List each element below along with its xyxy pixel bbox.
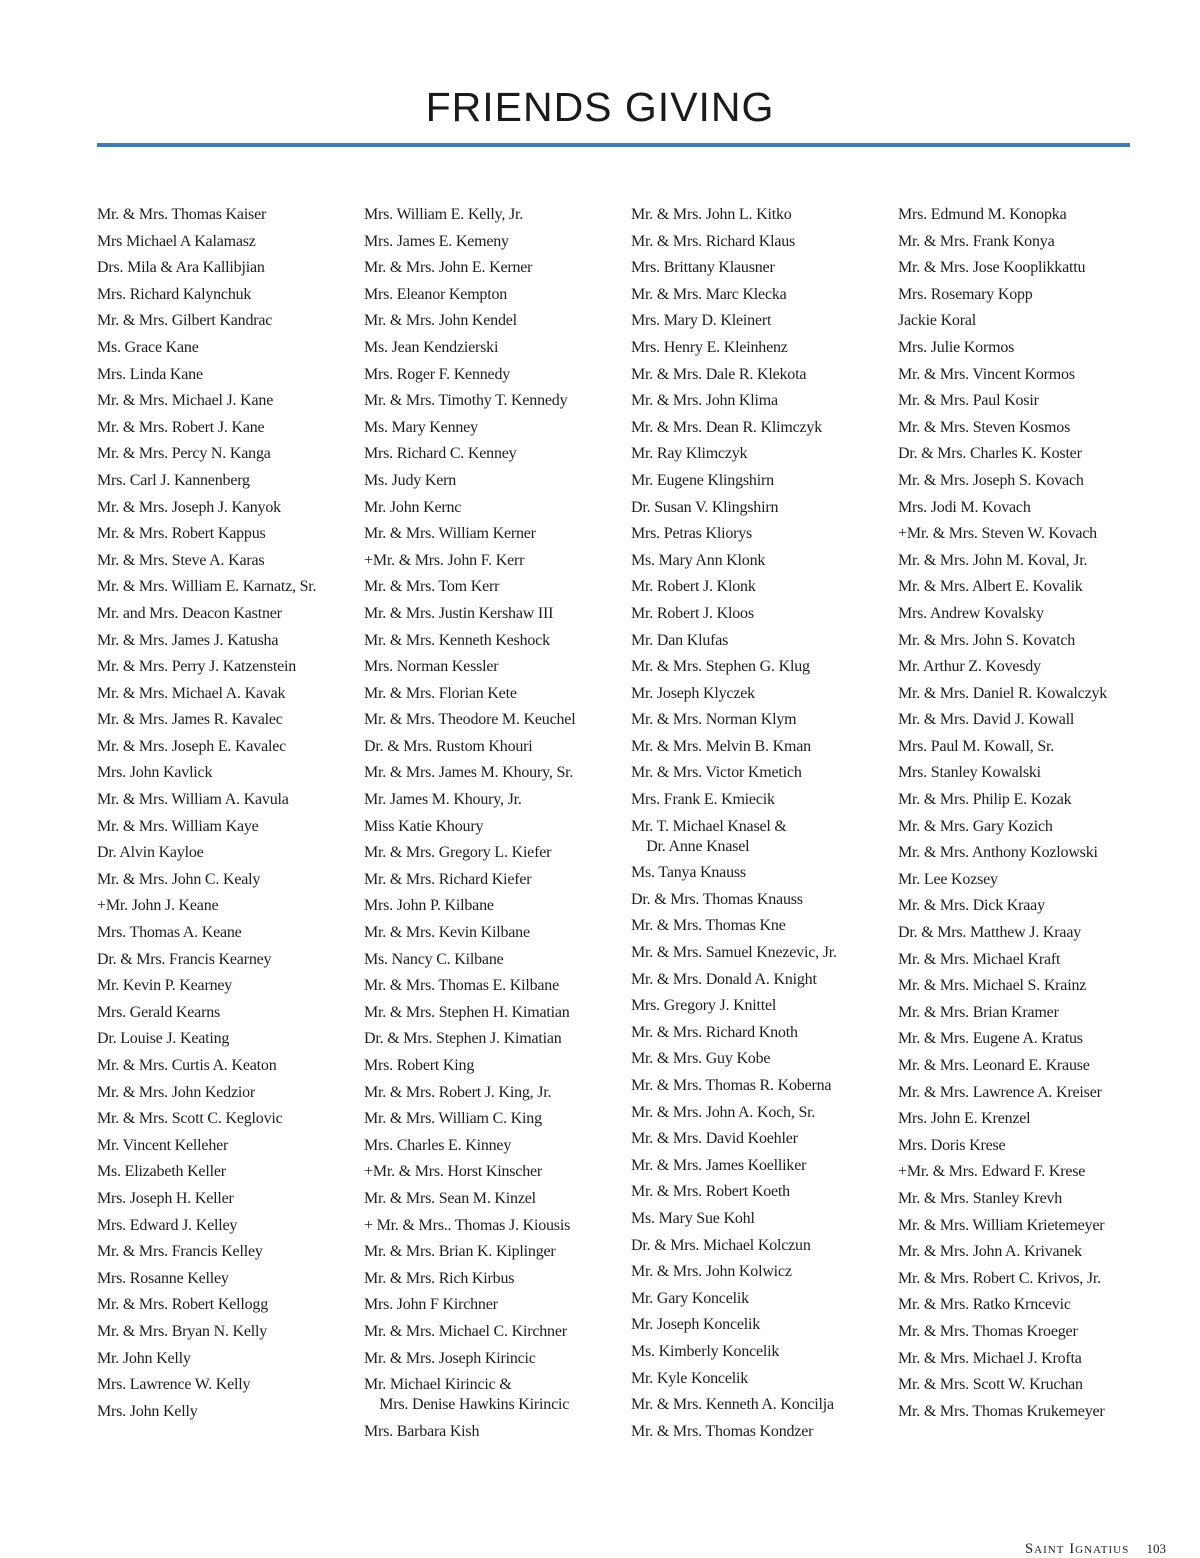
donor-name: Mrs. Rosemary Kopp xyxy=(898,285,1033,303)
donor-name: Mr. & Mrs. Marc Klecka xyxy=(631,285,787,303)
donor-name: Mr. & Mrs. Tom Kerr xyxy=(364,578,500,596)
donor-name: Mr. & Mrs. Joseph S. Kovach xyxy=(898,471,1084,489)
donor-name: Mrs. Norman Kessler xyxy=(364,658,499,676)
donor-name: Mr. & Mrs. Eugene A. Kratus xyxy=(898,1030,1083,1048)
donor-name: Mr. John Kernc xyxy=(364,498,462,516)
donor-name: Mr. & Mrs. William Kerner xyxy=(364,525,536,543)
donor-name: Mrs. Gerald Kearns xyxy=(97,1003,221,1021)
donor-name: Mr. Lee Kozsey xyxy=(898,870,998,888)
donor-name: Mr. & Mrs. Scott W. Kruchan xyxy=(898,1376,1083,1394)
donor-name: Mr. & Mrs. David Koehler xyxy=(631,1130,798,1148)
donor-name: Mr. Robert J. Klonk xyxy=(631,578,756,596)
donor-name: Mr. & Mrs. Thomas Kondzer xyxy=(631,1422,814,1440)
donor-name: Mrs. William E. Kelly, Jr. xyxy=(364,206,524,223)
donor-name: Mr. & Mrs. Gilbert Kandrac xyxy=(97,312,273,330)
donor-name: Ms. Mary Ann Klonk xyxy=(631,551,766,569)
donor-name: Mr. & Mrs. Dean R. Klimczyk xyxy=(631,418,823,436)
donor-name: Mrs. Eleanor Kempton xyxy=(364,285,508,303)
donor-name: Mrs. Edmund M. Konopka xyxy=(898,206,1067,223)
title-rule xyxy=(97,143,1130,147)
donor-name: +Mr. John J. Keane xyxy=(97,897,219,915)
donor-name: Mr. & Mrs. Florian Kete xyxy=(364,684,517,702)
donor-name: Mr. & Mrs. Michael Kraft xyxy=(898,950,1061,968)
donor-name: Dr. & Mrs. Michael Kolczun xyxy=(631,1236,811,1254)
donor-name: Mr. & Mrs. Steve A. Karas xyxy=(97,551,265,569)
donor-name: Mrs. Carl J. Kannenberg xyxy=(97,471,250,489)
donor-name: Mrs. Roger F. Kennedy xyxy=(364,365,511,383)
donor-name: Mr. & Mrs. Vincent Kormos xyxy=(898,365,1075,383)
donor-name: Dr. & Mrs. Charles K. Koster xyxy=(898,445,1082,463)
donor-name: Mr. & Mrs. Richard Klaus xyxy=(631,232,796,250)
donor-name: Mr. & Mrs. Sean M. Kinzel xyxy=(364,1189,536,1207)
donor-name: Mr. & Mrs. Thomas R. Koberna xyxy=(631,1077,832,1094)
donor-name: Drs. Mila & Ara Kallibjian xyxy=(97,259,265,277)
donor-name: Mr. & Mrs. Michael S. Krainz xyxy=(898,977,1087,995)
donor-name: Mr. Arthur Z. Kovesdy xyxy=(898,658,1041,676)
donor-name: Mrs. Edward J. Kelley xyxy=(97,1216,238,1234)
donor-name: Mrs. Julie Kormos xyxy=(898,338,1015,356)
donor-name: Mr. Robert J. Kloos xyxy=(631,604,754,622)
donor-name: Mrs. Mary D. Kleinert xyxy=(631,312,772,330)
donor-column-3 xyxy=(631,205,893,1448)
donor-name: Mr. & Mrs. Albert E. Kovalik xyxy=(898,578,1083,596)
donor-name: Mr. & Mrs. James J. Katusha xyxy=(97,631,279,649)
donor-name: Dr. & Mrs. Matthew J. Kraay xyxy=(898,924,1082,942)
donor-name: +Mr. & Mrs. Steven W. Kovach xyxy=(898,525,1097,543)
page-number: 103 xyxy=(1146,1541,1166,1556)
donor-name: Dr. & Mrs. Francis Kearney xyxy=(97,950,272,968)
donor-name: Mr. & Mrs. Thomas Kne xyxy=(631,917,786,935)
donor-column-2 xyxy=(364,205,626,1448)
donor-name: Mr. & Mrs. Robert Koeth xyxy=(631,1183,790,1201)
page-footer xyxy=(1025,1541,1166,1558)
donor-name: +Mr. & Mrs. John F. Kerr xyxy=(364,551,525,569)
donor-name: Mrs. Jodi M. Kovach xyxy=(898,498,1031,516)
donor-name: Mr. & Mrs. William Kaye xyxy=(97,817,259,835)
donor-name: Mr. & Mrs. William C. King xyxy=(364,1110,542,1128)
donor-name: Ms. Mary Kenney xyxy=(364,418,478,436)
donor-name: Mrs. Frank E. Kmiecik xyxy=(631,791,775,809)
donor-name: Mr. & Mrs. Robert J. King, Jr. xyxy=(364,1083,552,1101)
donor-name: Mr. & Mrs. Steven Kosmos xyxy=(898,418,1071,436)
donor-name: Mr. & Mrs. Rich Kirbus xyxy=(364,1269,515,1287)
donor-name: Mr. & Mrs. Robert J. Kane xyxy=(97,418,265,436)
donor-name: Mr. & Mrs. Joseph J. Kanyok xyxy=(97,498,281,516)
donor-name: Mr. & Mrs. Kenneth A. Koncilja xyxy=(631,1396,834,1414)
donor-name: Ms. Kimberly Koncelik xyxy=(631,1342,780,1360)
donor-name: Mrs. John E. Krenzel xyxy=(898,1110,1031,1128)
donor-name: Mrs. Andrew Kovalsky xyxy=(898,604,1044,622)
donor-name: Mr. & Mrs. Richard Kiefer xyxy=(364,870,532,888)
donor-name: Ms. Tanya Knauss xyxy=(631,864,746,882)
donor-name: Mr. Ray Klimczyk xyxy=(631,445,748,463)
donor-name: Mr. & Mrs. John A. Koch, Sr. xyxy=(631,1103,816,1121)
donor-name: Mr. & Mrs. Kevin Kilbane xyxy=(364,924,530,942)
donor-name: Mr. Eugene Klingshirn xyxy=(631,471,774,489)
donor-name: Mr. & Mrs. Brian K. Kiplinger xyxy=(364,1243,556,1261)
donor-name: Mr. Joseph Koncelik xyxy=(631,1316,761,1334)
donor-name: Mr. & Mrs. David J. Kowall xyxy=(898,711,1075,729)
donor-name: Mr. & Mrs. Thomas Krukemeyer xyxy=(898,1402,1105,1420)
donor-name: Mr. & Mrs. Thomas E. Kilbane xyxy=(364,977,559,995)
donor-name: Ms. Grace Kane xyxy=(97,338,199,356)
donor-name: Dr. & Mrs. Stephen J. Kimatian xyxy=(364,1030,562,1048)
donor-name: Ms. Jean Kendzierski xyxy=(364,338,499,356)
donor-name: Mrs. John Kelly xyxy=(97,1402,198,1420)
donor-name: Mr. & Mrs. Scott C. Keglovic xyxy=(97,1110,283,1128)
donor-name: Mr. & Mrs. Michael C. Kirchner xyxy=(364,1322,567,1340)
donor-name: Mrs. Richard C. Kenney xyxy=(364,445,517,463)
donor-name: Mr. & Mrs. Philip E. Kozak xyxy=(898,791,1072,809)
donor-name: Mr. & Mrs. Ratko Krncevic xyxy=(898,1296,1071,1314)
donor-name: Mr. & Mrs. Dick Kraay xyxy=(898,897,1045,915)
donor-name: Mrs. Lawrence W. Kelly xyxy=(97,1376,251,1394)
donor-name: Mr. & Mrs. John A. Krivanek xyxy=(898,1243,1082,1261)
donor-name: Mr. & Mrs. William E. Karnatz, Sr. xyxy=(97,578,317,596)
donor-name: Mr. & Mrs. William A. Kavula xyxy=(97,791,289,809)
donor-name: Mr. & Mrs. Timothy T. Kennedy xyxy=(364,392,568,410)
donor-name: Mr. & Mrs. Samuel Knezevic, Jr. xyxy=(631,944,837,962)
donor-name: Mr. & Mrs. Brian Kramer xyxy=(898,1003,1059,1021)
donor-name: Mr. & Mrs. Guy Kobe xyxy=(631,1050,771,1068)
donor-name: Mr. & Mrs. John Kedzior xyxy=(97,1083,256,1101)
donor-name: Mr. & Mrs. John S. Kovatch xyxy=(898,631,1076,649)
donor-name: Mr. & Mrs. Theodore M. Keuchel xyxy=(364,711,576,729)
donor-name: Mr. & Mrs. John Kolwicz xyxy=(631,1263,792,1281)
donor-name: Ms. Nancy C. Kilbane xyxy=(364,950,504,968)
donor-name: Mrs. John P. Kilbane xyxy=(364,897,494,915)
donor-name: Ms. Mary Sue Kohl xyxy=(631,1209,755,1227)
donor-name: Mr. & Mrs. Curtis A. Keaton xyxy=(97,1057,277,1074)
donor-name: Mr. & Mrs. John C. Kealy xyxy=(97,870,261,888)
donor-name: Dr. & Mrs. Rustom Khouri xyxy=(364,737,533,755)
donor-name: Mr. & Mrs. Robert Kellogg xyxy=(97,1296,268,1314)
donor-name: Mrs. Robert King xyxy=(364,1057,475,1074)
donor-name: Mr. & Mrs. Joseph Kirincic xyxy=(364,1349,536,1367)
donor-name: Mr. Kevin P. Kearney xyxy=(97,977,233,995)
donor-name: Mr. & Mrs. Kenneth Keshock xyxy=(364,631,550,649)
donor-name: Mrs. Barbara Kish xyxy=(364,1422,480,1440)
donor-name: Mrs. Richard Kalynchuk xyxy=(97,285,252,303)
donor-name: Mr. & Mrs. Daniel R. Kowalczyk xyxy=(898,684,1108,702)
donor-name: Mrs Michael A Kalamasz xyxy=(97,232,256,250)
donor-name: Mrs. Brittany Klausner xyxy=(631,259,775,277)
donor-name: Mrs. Joseph H. Keller xyxy=(97,1189,234,1207)
donor-name: Mr. & Mrs. Michael J. Kane xyxy=(97,392,274,410)
donor-name: Mr. & Mrs. Stephen G. Klug xyxy=(631,658,810,676)
donor-name: Mrs. Henry E. Kleinhenz xyxy=(631,338,788,356)
donor-name: Mr. Dan Klufas xyxy=(631,631,729,649)
donor-name: Mr. & Mrs. Michael A. Kavak xyxy=(97,684,286,702)
donor-name: Mr. & Mrs. Lawrence A. Kreiser xyxy=(898,1083,1102,1101)
donor-name: Mr. & Mrs. Thomas Kaiser xyxy=(97,206,267,223)
donor-name: Mr. & Mrs. Richard Knoth xyxy=(631,1023,798,1041)
donor-name: Mrs. Petras Kliorys xyxy=(631,525,753,543)
donor-name: Mr. & Mrs. Dale R. Klekota xyxy=(631,365,807,383)
donor-name: Mr. & Mrs. James M. Khoury, Sr. xyxy=(364,764,574,782)
donor-name: Mr. & Mrs. Stanley Krevh xyxy=(898,1189,1063,1207)
donor-name: Mr. T. Michael Knasel & Dr. Anne Knasel xyxy=(631,817,787,855)
donor-name: Mrs. James E. Kemeny xyxy=(364,232,509,250)
donor-name: Mr. & Mrs. William Krietemeyer xyxy=(898,1216,1105,1234)
donor-name: Mr. & Mrs. Leonard E. Krause xyxy=(898,1057,1090,1074)
footer-org-name: Saint Ignatius xyxy=(1024,1541,1130,1557)
donor-name: Mr. and Mrs. Deacon Kastner xyxy=(97,604,282,622)
donor-name: Mr. Michael Kirincic & Mrs. Denise Hawkins Kirincic xyxy=(364,1376,570,1414)
donor-name: Mr. John Kelly xyxy=(97,1349,191,1367)
donor-name: Ms. Elizabeth Keller xyxy=(97,1163,226,1181)
donor-name: Mr. & Mrs. Thomas Kroeger xyxy=(898,1322,1078,1340)
donor-name: Ms. Judy Kern xyxy=(364,471,457,489)
donor-name: Mr. & Mrs. Perry J. Katzenstein xyxy=(97,658,297,676)
donor-column-1 xyxy=(97,205,359,1428)
donor-name: Mrs. Paul M. Kowall, Sr. xyxy=(898,737,1055,755)
donor-name: Mr. & Mrs. Jose Kooplikkattu xyxy=(898,259,1086,277)
donor-name: Mr. & Mrs. John Kendel xyxy=(364,312,517,330)
donor-name: Mr. & Mrs. Victor Kmetich xyxy=(631,764,802,782)
page-title: FRIENDS GIVING xyxy=(425,84,775,130)
donor-name: Dr. Susan V. Klingshirn xyxy=(631,498,779,516)
donor-name: Mrs. John F Kirchner xyxy=(364,1296,498,1314)
donor-name: Mrs. Stanley Kowalski xyxy=(898,764,1041,782)
donor-name: Mrs. Linda Kane xyxy=(97,365,203,383)
donor-name: Mr. & Mrs. Frank Konya xyxy=(898,232,1055,250)
donor-name: Mrs. Rosanne Kelley xyxy=(97,1269,229,1287)
donor-name: Mr. & Mrs. Melvin B. Kman xyxy=(631,737,811,755)
donor-name: Miss Katie Khoury xyxy=(364,817,484,835)
donor-name: Mr. & Mrs. John Klima xyxy=(631,392,778,410)
donor-name: Dr. Louise J. Keating xyxy=(97,1030,230,1048)
donor-name: Mr. & Mrs. Stephen H. Kimatian xyxy=(364,1003,570,1021)
donor-name: Mr. Kyle Koncelik xyxy=(631,1369,749,1387)
donor-name: +Mr. & Mrs. Horst Kinscher xyxy=(364,1163,543,1181)
donor-name: Mr. & Mrs. Justin Kershaw III xyxy=(364,604,554,622)
donor-name: Mr. & Mrs. Joseph E. Kavalec xyxy=(97,737,287,755)
donor-name: Mr. & Mrs. Donald A. Knight xyxy=(631,970,817,988)
donor-name: Mr. & Mrs. Bryan N. Kelly xyxy=(97,1322,268,1340)
donor-name: Dr. Alvin Kayloe xyxy=(97,844,204,862)
donor-name: Mr. & Mrs. Robert C. Krivos, Jr. xyxy=(898,1269,1101,1287)
donor-name: Mr. & Mrs. John M. Koval, Jr. xyxy=(898,551,1088,569)
donor-name: Mr. Vincent Kelleher xyxy=(97,1136,229,1154)
donor-name: Mr. & Mrs. Paul Kosir xyxy=(898,392,1039,410)
donor-name: Mr. & Mrs. John E. Kerner xyxy=(364,259,533,277)
donor-name: Mr. Gary Koncelik xyxy=(631,1289,749,1307)
donor-name: Mr. & Mrs. James R. Kavalec xyxy=(97,711,283,729)
donor-name: Mr. & Mrs. Norman Klym xyxy=(631,711,797,729)
donor-name: Mr. & Mrs. Gregory L. Kiefer xyxy=(364,844,552,862)
donor-name: Mr. & Mrs. Anthony Kozlowski xyxy=(898,844,1098,862)
donor-name: Mr. & Mrs. Francis Kelley xyxy=(97,1243,263,1261)
donor-name: Mrs. John Kavlick xyxy=(97,764,213,782)
donor-name: Mr. & Mrs. Percy N. Kanga xyxy=(97,445,271,463)
donor-name: Mr. Joseph Klyczek xyxy=(631,684,755,702)
donor-name: Mr. James M. Khoury, Jr. xyxy=(364,791,522,809)
donor-name: Mr. & Mrs. Gary Kozich xyxy=(898,817,1053,835)
donor-name: Mrs. Thomas A. Keane xyxy=(97,924,242,942)
donor-name: Mr. & Mrs. James Koelliker xyxy=(631,1156,807,1174)
donor-name: Mr. & Mrs. Michael J. Krofta xyxy=(898,1349,1082,1367)
donor-name: Mr. & Mrs. John L. Kitko xyxy=(631,206,792,223)
donor-name: Mrs. Doris Krese xyxy=(898,1136,1006,1154)
donor-name: +Mr. & Mrs. Edward F. Krese xyxy=(898,1163,1086,1181)
donor-name: Jackie Koral xyxy=(898,312,977,330)
donor-name: Dr. & Mrs. Thomas Knauss xyxy=(631,890,803,908)
donor-name: + Mr. & Mrs.. Thomas J. Kiousis xyxy=(364,1216,571,1234)
donor-column-4 xyxy=(898,205,1160,1428)
donor-name: Mrs. Gregory J. Knittel xyxy=(631,997,777,1015)
donor-name: Mrs. Charles E. Kinney xyxy=(364,1136,512,1154)
donor-name: Mr. & Mrs. Robert Kappus xyxy=(97,525,266,543)
